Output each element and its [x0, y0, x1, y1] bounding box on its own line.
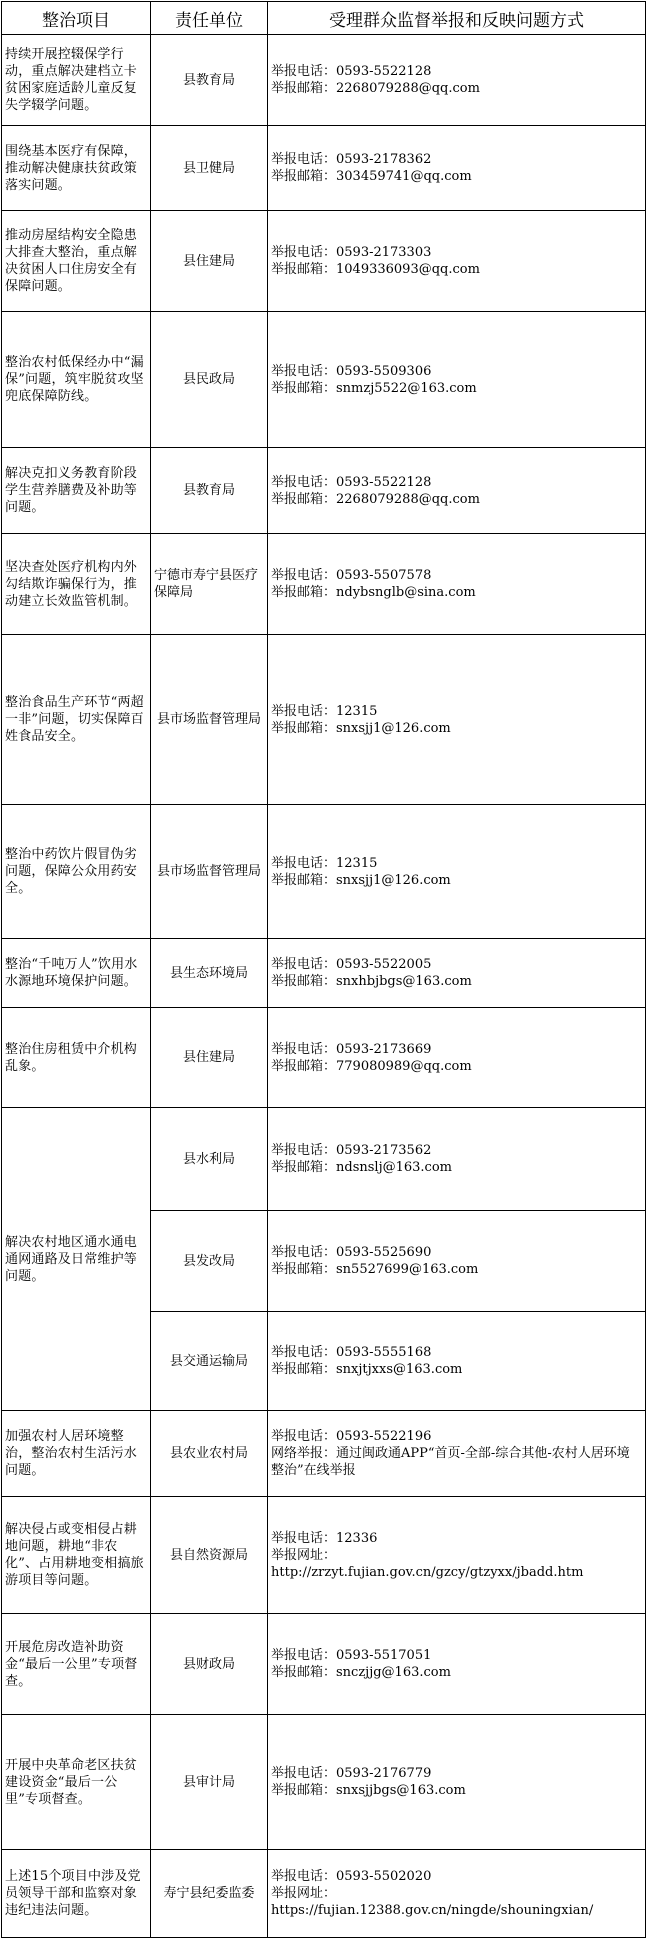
contact-phone: 举报电话：0593-5522128	[271, 64, 432, 79]
contact-email: 举报邮箱：779080989@qq.com	[271, 1058, 472, 1074]
unit-cell: 县交通运输局	[151, 1312, 268, 1411]
unit-cell: 县自然资源局	[151, 1497, 268, 1614]
table-row	[2, 1614, 646, 1715]
item-cell: 加强农村人居环境整治，整治农村生活污水问题。	[2, 1411, 151, 1497]
header-item: 整治项目	[2, 2, 151, 35]
unit-cell: 县水利局	[151, 1108, 268, 1211]
contact-phone: 举报电话：0593-5522128	[271, 474, 432, 490]
unit-cell: 县教育局	[151, 448, 268, 534]
contact-phone: 举报电话：0593-2173669	[271, 1041, 432, 1057]
contact-phone: 举报电话：0593-5522196	[271, 1429, 432, 1444]
contact-cell	[268, 939, 646, 1008]
item-cell: 推动房屋结构安全隐患大排查大整治，重点解决贫困人口住房安全有保障问题。	[2, 211, 151, 312]
table-header-row	[2, 2, 646, 35]
item-cell: 整治“千吨万人”饮用水水源地环境保护问题。	[2, 939, 151, 1008]
contact-phone: 举报电话：12315	[271, 855, 378, 871]
table-row	[2, 635, 646, 805]
contact-phone: 举报电话：0593-2176779	[271, 1766, 432, 1781]
contact-email: 举报邮箱：ndybsnglb@sina.com	[271, 585, 476, 600]
unit-cell: 县发改局	[151, 1211, 268, 1312]
table-row	[2, 35, 646, 126]
unit-cell: 宁德市寿宁县医疗保障局	[151, 534, 268, 635]
unit-cell: 县市场监督管理局	[151, 635, 268, 805]
item-cell: 开展中央革命老区扶贫建设资金“最后一公里”专项督查。	[2, 1715, 151, 1850]
table-row	[2, 1850, 646, 1938]
contact-phone: 举报电话：12315	[271, 703, 378, 719]
table-row	[2, 126, 646, 211]
contact-email: 举报邮箱：snxsjjbgs@163.com	[271, 1783, 466, 1798]
unit-cell: 县卫健局	[151, 126, 268, 211]
contact-phone: 举报电话：0593-5509306	[271, 363, 432, 379]
contact-email: 举报邮箱：snxhbjbgs@163.com	[271, 974, 472, 989]
contact-cell	[268, 126, 646, 211]
item-cell: 上述15个项目中涉及党员领导干部和监察对象违纪违法问题。	[2, 1850, 151, 1938]
item-cell: 围绕基本医疗有保障，推动解决健康扶贫政策落实问题。	[2, 126, 151, 211]
contact-phone: 举报电话：0593-5507578	[271, 568, 432, 583]
table-row	[2, 1108, 646, 1211]
item-cell: 整治住房租赁中介机构乱象。	[2, 1008, 151, 1108]
header-contact: 受理群众监督举报和反映问题方式	[268, 2, 646, 35]
contact-cell	[268, 1008, 646, 1108]
contact-cell	[268, 534, 646, 635]
unit-cell: 县民政局	[151, 312, 268, 448]
item-cell: 持续开展控辍保学行动，重点解决建档立卡贫困家庭适龄儿童反复失学辍学问题。	[2, 35, 151, 126]
contact-email: 举报邮箱：sn5527699@163.com	[271, 1262, 479, 1277]
contact-email: 举报邮箱：snmzj5522@163.com	[271, 380, 477, 396]
unit-cell: 县住建局	[151, 211, 268, 312]
contact-cell	[268, 448, 646, 534]
contact-email: 举报邮箱：2268079288@qq.com	[271, 81, 480, 96]
contact-cell	[268, 1108, 646, 1211]
item-cell: 坚决查处医疗机构内外勾结欺诈骗保行为，推动建立长效监管机制。	[2, 534, 151, 635]
table-row	[2, 1008, 646, 1108]
contact-cell	[268, 1211, 646, 1312]
table-row	[2, 805, 646, 939]
contact-phone: 举报电话：0593-5517051	[271, 1648, 432, 1663]
contact-cell	[268, 312, 646, 448]
contact-phone: 举报电话：0593-5525690	[271, 1245, 432, 1260]
contact-phone: 举报电话：0593-2178362	[271, 152, 432, 167]
contact-phone: 举报电话：0593-5502020	[271, 1869, 432, 1884]
unit-cell: 县生态环境局	[151, 939, 268, 1008]
contact-cell	[268, 1497, 646, 1614]
table-row	[2, 534, 646, 635]
contact-email: 举报邮箱：snxsjj1@126.com	[271, 872, 451, 888]
contact-cell	[268, 1715, 646, 1850]
supervision-table	[1, 1, 646, 1938]
table-row	[2, 448, 646, 534]
table-row	[2, 1497, 646, 1614]
table-row	[2, 312, 646, 448]
contact-cell	[268, 1312, 646, 1411]
contact-web-url: http://zrzyt.fujian.gov.cn/gzcy/gtzyxx/jbadd.htm	[271, 1564, 584, 1580]
table-row	[2, 211, 646, 312]
contact-web-label: 举报网址：	[271, 1886, 337, 1901]
item-cell: 开展危房改造补助资金“最后一公里”专项督查。	[2, 1614, 151, 1715]
item-cell: 整治食品生产环节“两超一非”问题，切实保障百姓食品安全。	[2, 635, 151, 805]
contact-phone: 举报电话：0593-2173562	[271, 1143, 432, 1158]
contact-cell	[268, 1850, 646, 1938]
contact-web-report: 网络举报：通过闽政通APP“首页-全部-综合其他-农村人居环境整治”在线举报	[271, 1446, 630, 1478]
unit-cell: 寿宁县纪委监委	[151, 1850, 268, 1938]
contact-phone: 举报电话：12336	[271, 1530, 378, 1546]
table-row	[2, 1411, 646, 1497]
contact-email: 举报邮箱：snczjjg@163.com	[271, 1665, 451, 1680]
item-cell: 整治中药饮片假冒伪劣问题，保障公众用药安全。	[2, 805, 151, 939]
unit-cell: 县住建局	[151, 1008, 268, 1108]
contact-cell	[268, 805, 646, 939]
contact-web-url: https://fujian.12388.gov.cn/ningde/shouningxian/	[271, 1903, 594, 1918]
contact-email: 举报邮箱：303459741@qq.com	[271, 169, 472, 184]
contact-cell	[268, 635, 646, 805]
item-cell: 解决克扣义务教育阶段学生营养膳费及补助等问题。	[2, 448, 151, 534]
unit-cell: 县审计局	[151, 1715, 268, 1850]
contact-email: 举报邮箱：1049336093@qq.com	[271, 262, 480, 277]
contact-cell	[268, 1411, 646, 1497]
table-row	[2, 939, 646, 1008]
table-row	[2, 1715, 646, 1850]
contact-cell	[268, 211, 646, 312]
item-cell: 解决农村地区通水通电通网通路及日常维护等问题。	[2, 1108, 151, 1411]
contact-web-label: 举报网址：	[271, 1547, 337, 1563]
contact-email: 举报邮箱：2268079288@qq.com	[271, 491, 480, 507]
item-cell: 整治农村低保经办中“漏保”问题，筑牢脱贫攻坚兜底保障防线。	[2, 312, 151, 448]
contact-cell	[268, 35, 646, 126]
contact-email: 举报邮箱：ndsnslj@163.com	[271, 1160, 452, 1175]
unit-cell: 县财政局	[151, 1614, 268, 1715]
unit-cell: 县市场监督管理局	[151, 805, 268, 939]
unit-cell: 县农业农村局	[151, 1411, 268, 1497]
unit-cell: 县教育局	[151, 35, 268, 126]
contact-phone: 举报电话：0593-5522005	[271, 957, 432, 972]
header-unit: 责任单位	[151, 2, 268, 35]
contact-email: 举报邮箱：snxjtjxxs@163.com	[271, 1362, 463, 1377]
contact-phone: 举报电话：0593-5555168	[271, 1345, 432, 1360]
item-cell: 解决侵占或变相侵占耕地问题，耕地“非农化”、占用耕地变相搞旅游项目等问题。	[2, 1497, 151, 1614]
contact-email: 举报邮箱：snxsjj1@126.com	[271, 720, 451, 736]
contact-cell	[268, 1614, 646, 1715]
contact-phone: 举报电话：0593-2173303	[271, 245, 432, 260]
